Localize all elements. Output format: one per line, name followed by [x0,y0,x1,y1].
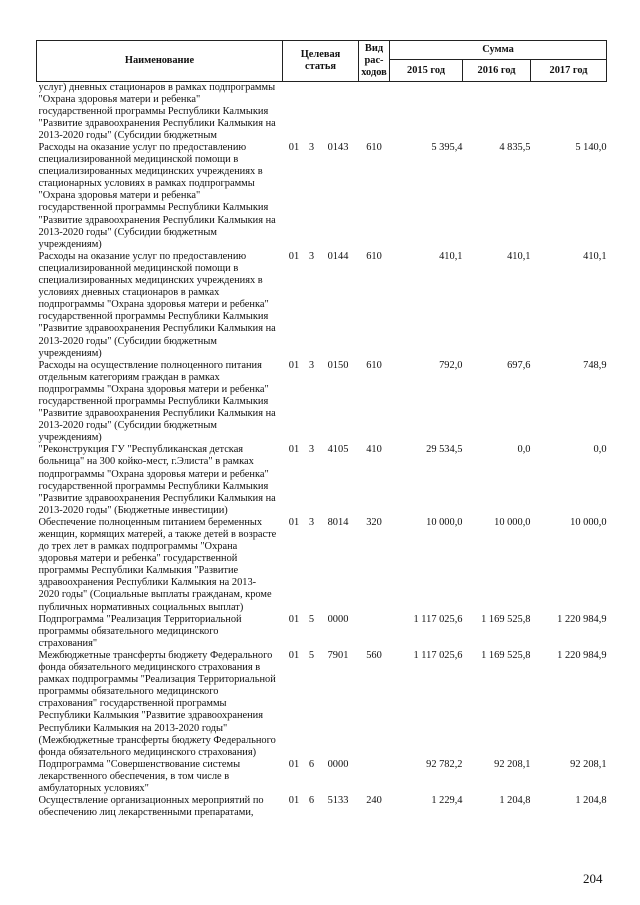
table-row [37,360,607,445]
row-sum-2015: 410,1 [439,250,463,262]
row-sum-2017 [531,82,607,143]
row-subprogram: 6 [308,758,315,770]
row-subprogram: 6 [308,795,315,807]
row-sum-2015: 1 117 025,6 [413,649,463,661]
row-sum-2015: 10 000,0 [426,516,463,528]
row-name: Подпрограмма "Реализация Территориальной программы обязательного медицинского страхования" [38,613,242,649]
row-code: 0000 [327,613,349,625]
row-expense-type: 240 [366,795,382,807]
row-code: 4105 [327,444,349,456]
row-sum-2017: 410,1 [583,250,607,262]
row-sum-2016: 0,0 [517,444,531,456]
row-sum-2015: 29 534,5 [426,444,463,456]
row-program: 01 [288,758,300,770]
row-sum-2017: 0,0 [593,444,607,456]
row-expense-type: 560 [366,649,382,661]
table-row [37,444,607,517]
row-sum-2017: 1 220 984,9 [557,613,607,625]
row-sum-2016: 1 204,8 [499,795,531,807]
row-subprogram: 3 [308,250,315,262]
row-expense-type [359,614,390,650]
table-row [37,759,607,795]
row-sum-2017: 5 140,0 [575,142,607,153]
table-header [37,41,607,82]
row-code: 5133 [327,795,349,807]
row-name-cell [37,795,283,828]
row-code: 0143 [327,142,349,153]
row-code: 0000 [327,758,349,770]
row-sum-2016: 92 208,1 [494,758,531,770]
row-sum-2015: 1 229,4 [431,795,463,807]
row-expense-type [359,759,390,795]
table-row [37,142,607,251]
row-program [283,82,306,143]
row-name: Подпрограмма "Совершенствование системы лекарственного обеспечения, в том числе в амбулаторных условиях" [38,758,241,794]
table-row [37,795,607,828]
row-program: 01 [288,649,300,661]
table-row [37,517,607,614]
row-expense-type: 410 [366,444,382,456]
row-sum-2017: 10 000,0 [570,516,607,528]
row-program: 01 [288,516,300,528]
header-vid-line3: ходов [361,67,387,78]
row-name: Расходы на оказание услуг по предоставлению специализированной медицинской помощи в специализированных медицинских учреждениях в условиях дневных стационаров в рамках подпрограммы "Охрана здоровья матери и ребенка" государственной программы Республики Калмыкия "Развитие здравоохранения Республики Калмыкия на 2013-2020 годы" (Субсидии бюджетным учреждениям) [38,250,276,359]
row-sum-2016: 1 169 525,8 [481,649,531,661]
header-year-2016: 2016 год [463,60,531,82]
row-name: "Реконструкция ГУ "Республиканская детская больница" на 300 койко-мест, г.Элиста" в рамках подпрограммы "Охрана здоровья матери и ребенка" государственной программы Республики Калмыкия "Развитие здравоохранения Республики Калмыкия на 2013-2020 годы" (Бюджетные инвестиции) [38,444,276,516]
header-sum: Сумма [390,41,607,60]
row-sum-2016: 10 000,0 [494,516,531,528]
row-program: 01 [288,444,300,456]
row-sum-2015 [390,82,463,143]
row-sum-2016 [463,82,531,143]
row-sum-2017: 1 204,8 [575,795,607,807]
row-code [318,82,359,143]
header-target-line1: Целевая [300,49,341,60]
budget-table [36,40,607,828]
row-name: Осуществление организационных мероприятий по обеспечению лиц лекарственными препаратами, [38,795,264,819]
page-number: 204 [583,871,603,886]
row-sum-2016: 1 169 525,8 [481,613,531,625]
table-row [37,82,607,143]
table-row [37,614,607,650]
header-year-2015: 2015 год [390,60,463,82]
row-code: 7901 [327,649,349,661]
row-program: 01 [288,142,300,153]
row-subprogram: 3 [308,142,315,153]
row-name: Обеспечение полноценным питанием беременных женщин, кормящих матерей, а также детей в возрасте до трех лет в рамках подпрограммы "Охрана здоровья матери и ребенка" государственной программы Республики Калмыкия "Развитие здравоохранения Республики Калмыкия на 2013-2020 годы" (Социальные выплаты гражданам, кроме публичных нормативных социальных выплат) [38,516,277,613]
row-sum-2015: 792,0 [439,359,463,371]
header-target-article [283,41,359,82]
row-program: 01 [288,613,300,625]
row-sum-2017: 748,9 [583,359,607,371]
header-expense-type [359,41,390,82]
row-sum-2016: 4 835,5 [499,142,531,153]
header-name: Наименование [37,41,283,82]
header-target-line2: статья [305,61,336,72]
row-subprogram: 3 [308,516,315,528]
row-code: 0144 [327,250,349,262]
row-sum-2015: 5 395,4 [431,142,463,153]
row-code: 8014 [327,516,349,528]
row-name: услуг) дневных стационаров в рамках подпрограммы "Охрана здоровья матери и ребенка" государственной программы Республики Калмыкия "Развитие здравоохранения Республики Калмыкия на 2013-2020 годы" (Субсидии бюджетным [38,82,276,142]
row-expense-type: 610 [366,359,382,371]
row-subprogram: 3 [308,444,315,456]
row-subprogram [306,82,318,143]
row-expense-type: 610 [366,250,382,262]
row-program: 01 [288,359,300,371]
row-sum-2015: 92 782,2 [426,758,463,770]
row-sum-2017: 1 220 984,9 [557,649,607,661]
row-sum-2016: 697,6 [507,359,531,371]
header-vid-line2: рас- [364,55,384,66]
row-sum-2015: 1 117 025,6 [413,613,463,625]
row-name-cell [37,82,283,143]
row-name: Межбюджетные трансферты бюджету Федерального фонда обязательного медицинского страхования в рамках подпрограммы "Реализация Территориальной программы обязательного медицинского страхования" государственной программы Республики Калмыкия "Развитие здравоохранения Республики Калмыкия на 2013-2020 годы" (Межбюджетные трансферты бюджету Федерального фонда обязательного медицинского страхования) [38,649,276,758]
row-name: Расходы на оказание услуг по предоставлению специализированной медицинской помощи в специализированных медицинских учреждениях в стационарных условиях в рамках подпрограммы "Охрана здоровья матери и ребенка" государственной программы Республики Калмыкия "Развитие здравоохранения Республики Калмыкия на 2013-2020 годы" (Субсидии бюджетным учреждениям) [38,142,276,250]
row-expense-type: 320 [366,516,382,528]
row-program: 01 [288,795,300,807]
row-name: Расходы на осуществление полноценного питания отдельным категориям граждан в рамках подпрограммы "Охрана здоровья матери и ребенка" государственной программы Республики Калмыкия "Развитие здравоохранения Республики Калмыкия на 2013-2020 годы" (Субсидии бюджетным учреждениям) [38,359,276,444]
row-sum-2017: 92 208,1 [570,758,607,770]
table-row [37,251,607,360]
row-subprogram: 5 [308,649,315,661]
row-expense-type [359,82,390,143]
row-program: 01 [288,250,300,262]
row-subprogram: 5 [308,613,315,625]
row-subprogram: 3 [308,359,315,371]
header-year-2017: 2017 год [531,60,607,82]
table-row [37,650,607,759]
row-sum-2016: 410,1 [507,250,531,262]
row-code: 0150 [327,359,349,371]
row-expense-type: 610 [366,142,382,153]
header-vid-line1: Вид [364,43,384,54]
